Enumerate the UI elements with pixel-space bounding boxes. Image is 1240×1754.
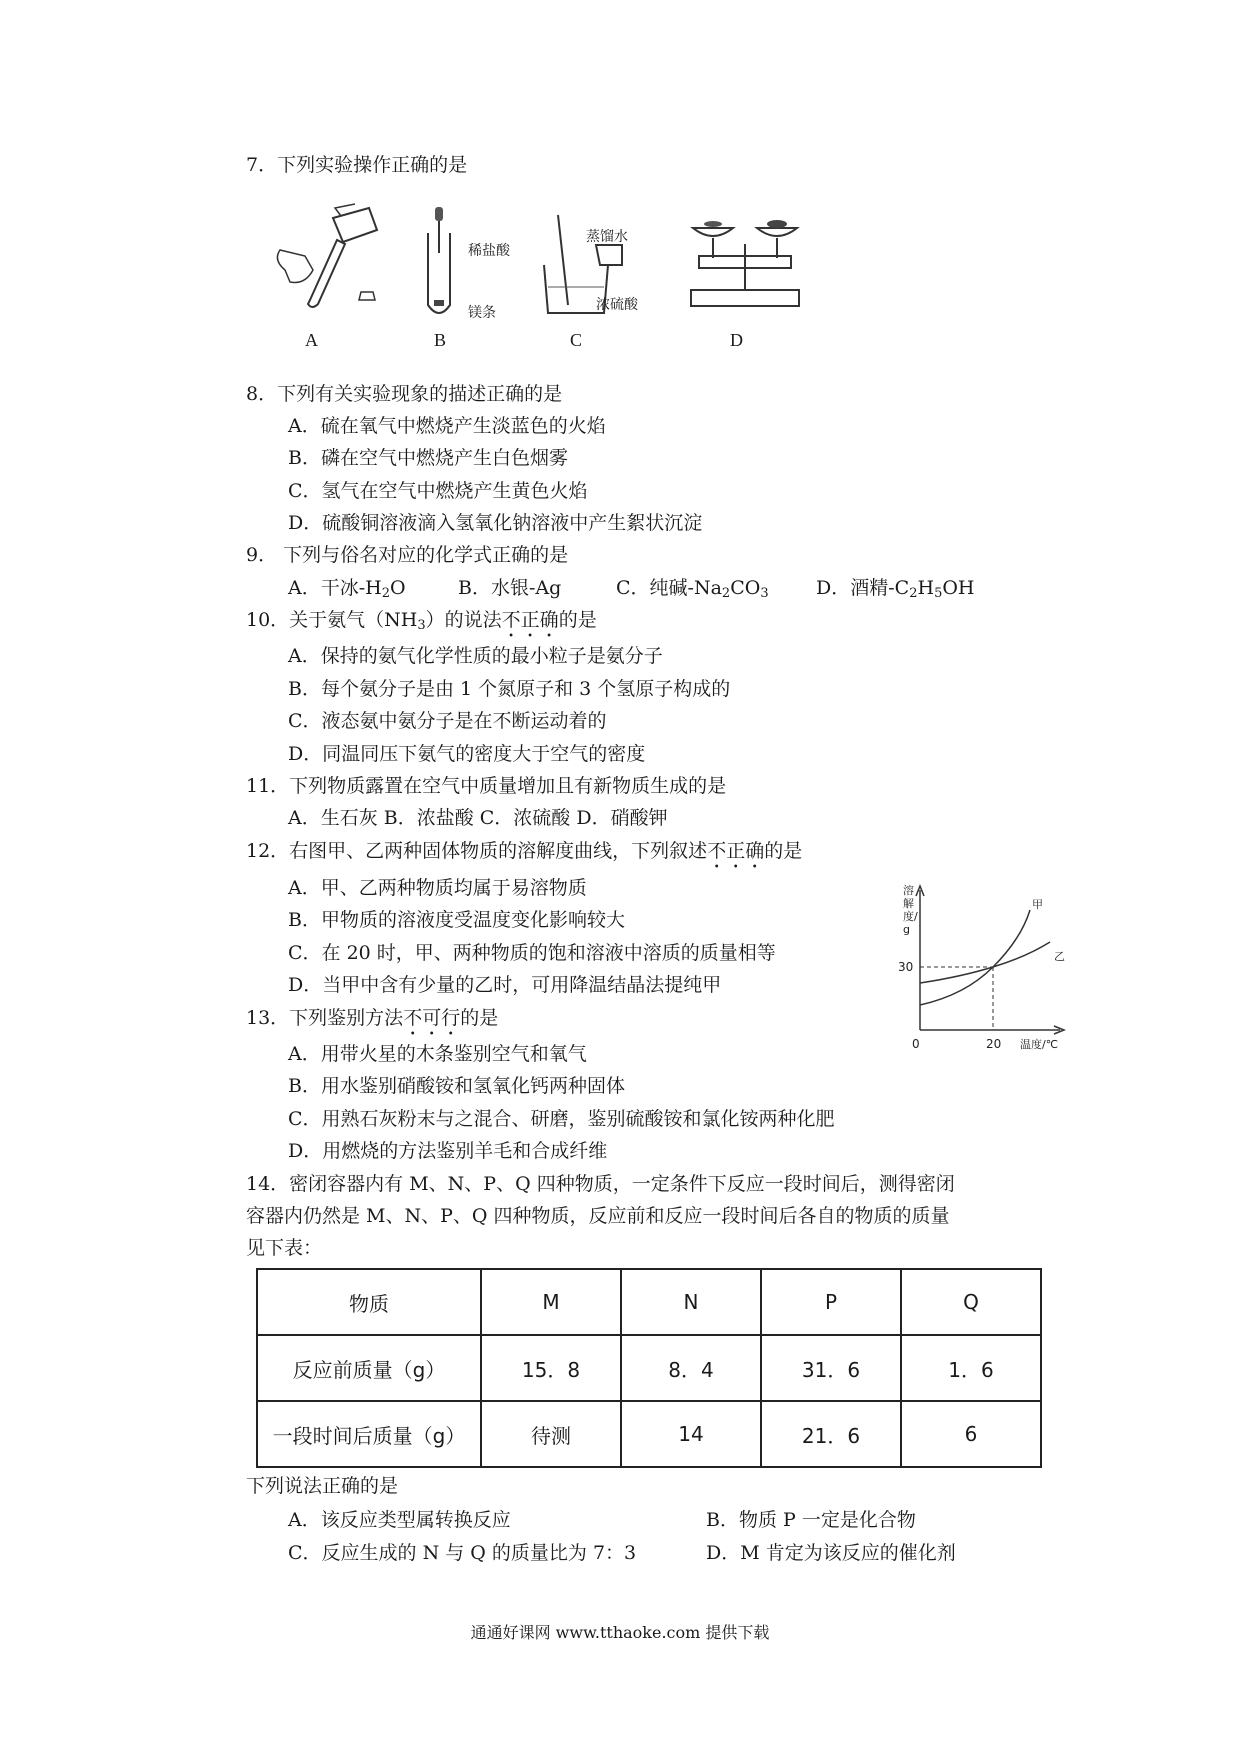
q9-option-b: B．水银-Ag (458, 577, 562, 599)
q12-option-c: C．在 20 时，甲、两种物质的饱和溶液中溶质的质量相等 (288, 942, 776, 964)
table-cell: 15．8 (481, 1335, 621, 1401)
q13-option-d: D．用燃烧的方法鉴别羊毛和合成纤维 (288, 1140, 608, 1162)
q7-label-distilled-water: 蒸馏水 (586, 230, 628, 245)
q14-option-c: C．反应生成的 N 与 Q 的质量比为 7：3 (288, 1542, 637, 1564)
table-header-cell: Q (901, 1269, 1041, 1335)
q8-option-d: D．硫酸铜溶液滴入氢氧化钠溶液中产生絮状沉淀 (288, 512, 703, 534)
q7-label-d: D (730, 330, 743, 350)
graph-xlabel: 温度/℃ (1020, 1038, 1059, 1051)
graph-x-tick: 20 (986, 1037, 1002, 1051)
table-cell: 待测 (481, 1401, 621, 1467)
q12-option-d: D．当甲中含有少量的乙时，可用降温结晶法提纯甲 (288, 974, 722, 996)
q11-options: A．生石灰 B．浓盐酸 C．浓硫酸 D．硝酸钾 (288, 807, 668, 829)
q7-label-a: A (305, 330, 318, 350)
table-cell: 反应前质量（g） (257, 1335, 481, 1401)
q13-option-b: B．用水鉴别硝酸铵和氢氧化钙两种固体 (288, 1075, 625, 1097)
q7-label-magnesium: 镁条 (468, 306, 496, 321)
q12-option-a: A．甲、乙两种物质均属于易溶物质 (288, 877, 587, 899)
table-header-cell: N (621, 1269, 761, 1335)
table-cell: 6 (901, 1401, 1041, 1467)
curve-jia (920, 910, 1030, 1005)
q8-option-a: A．硫在氧气中燃烧产生淡蓝色的火焰 (288, 415, 606, 437)
q14-option-d: D．M 肯定为该反应的催化剂 (706, 1542, 956, 1564)
table-header-cell: 物质 (257, 1269, 481, 1335)
page-footer: 通通好课网 www.tthaoke.com 提供下载 (470, 1623, 770, 1642)
table-header-cell: M (481, 1269, 621, 1335)
table-row (257, 1401, 1041, 1467)
q7-figure-b (420, 205, 460, 325)
q10-stem: 10．关于氨气$(NH_3)$的说法不正确的是 (246, 609, 597, 633)
q14-stem-line-2: 容器内仍然是 M、N、P、Q 四种物质，反应前和反应一段时间后各自的物质的质量 (246, 1205, 950, 1227)
q14-stem-line-3: 见下表： (246, 1237, 323, 1259)
q11-stem: 11．下列物质露置在空气中质量增加且有新物质生成的是 (246, 775, 727, 797)
q10-option-d: D．同温同压下氨气的密度大于空气的密度 (288, 743, 646, 765)
graph-y-tick: 30 (898, 960, 914, 974)
solubility-graph (890, 880, 1090, 1060)
q12-option-b: B．甲物质的溶液度受温度变化影响较大 (288, 909, 625, 931)
table-cell: 一段时间后质量（g） (257, 1401, 481, 1467)
q7-label-b: B (434, 330, 447, 350)
q10-option-b: B．每个氨分子是由 1 个氮原子和 3 个氢原子构成的 (288, 678, 731, 700)
q7-figure-d (685, 210, 805, 315)
q7-stem: 7．下列实验操作正确的是 (246, 154, 468, 176)
q8-stem: 8．下列有关实验现象的描述正确的是 (246, 383, 563, 405)
q8-option-c: C．氢气在空气中燃烧产生黄色火焰 (288, 480, 588, 502)
table-header-row (257, 1269, 1041, 1335)
q14-stem-line-1: 14．密闭容器内有 M、N、P、Q 四种物质，一定条件下反应一段时间后，测得密闭 (246, 1173, 955, 1195)
graph-origin: 0 (912, 1037, 920, 1051)
table-cell: 21．6 (761, 1401, 901, 1467)
q10-option-c: C．液态氨中氨分子是在不断运动着的 (288, 710, 607, 732)
curve-yi (920, 942, 1050, 983)
graph-ylabel: 溶解度/g (903, 884, 918, 936)
q13-option-c: C．用熟石灰粉末与之混合、研磨，鉴别硫酸铵和氯化铵两种化肥 (288, 1108, 835, 1130)
q13-stem: 13．下列鉴别方法不可行的是 (246, 1007, 499, 1029)
q9-option-d: D．酒精$-C_2H_5OH$ (816, 577, 975, 601)
q7-figure-a (265, 200, 385, 320)
q9-stem: 9． 下列与俗名对应的化学式正确的是 (246, 544, 569, 566)
q14-question: 下列说法正确的是 (246, 1475, 399, 1497)
q7-label-c: C (570, 330, 583, 350)
q9-option-c: C．纯碱$-Na_2CO_3$ (616, 577, 769, 601)
mass-table (256, 1268, 1042, 1468)
graph-series-a: 甲 (1032, 898, 1043, 911)
table-cell: 14 (621, 1401, 761, 1467)
q10-option-a: A．保持的氨气化学性质的最小粒子是氨分子 (288, 645, 663, 667)
q14-option-b: B．物质 P 一定是化合物 (706, 1509, 916, 1531)
table-cell: 31．6 (761, 1335, 901, 1401)
table-header-cell: P (761, 1269, 901, 1335)
q14-option-a: A．该反应类型属转换反应 (288, 1509, 511, 1531)
table-row (257, 1335, 1041, 1401)
table-cell: 1．6 (901, 1335, 1041, 1401)
q13-option-a: A．用带火星的木条鉴别空气和氧气 (288, 1043, 587, 1065)
q8-option-b: B．磷在空气中燃烧产生白色烟雾 (288, 447, 568, 469)
q7-label-dilute-hcl: 稀盐酸 (468, 244, 510, 259)
q7-label-conc-h2so4: 浓硫酸 (596, 298, 638, 313)
q12-stem: 12．右图甲、乙两种固体物质的溶解度曲线，下列叙述不正确的是 (246, 840, 803, 862)
q9-option-a: A．干冰$-H_2O$ (288, 577, 406, 601)
graph-series-b: 乙 (1054, 950, 1065, 963)
table-cell: 8．4 (621, 1335, 761, 1401)
